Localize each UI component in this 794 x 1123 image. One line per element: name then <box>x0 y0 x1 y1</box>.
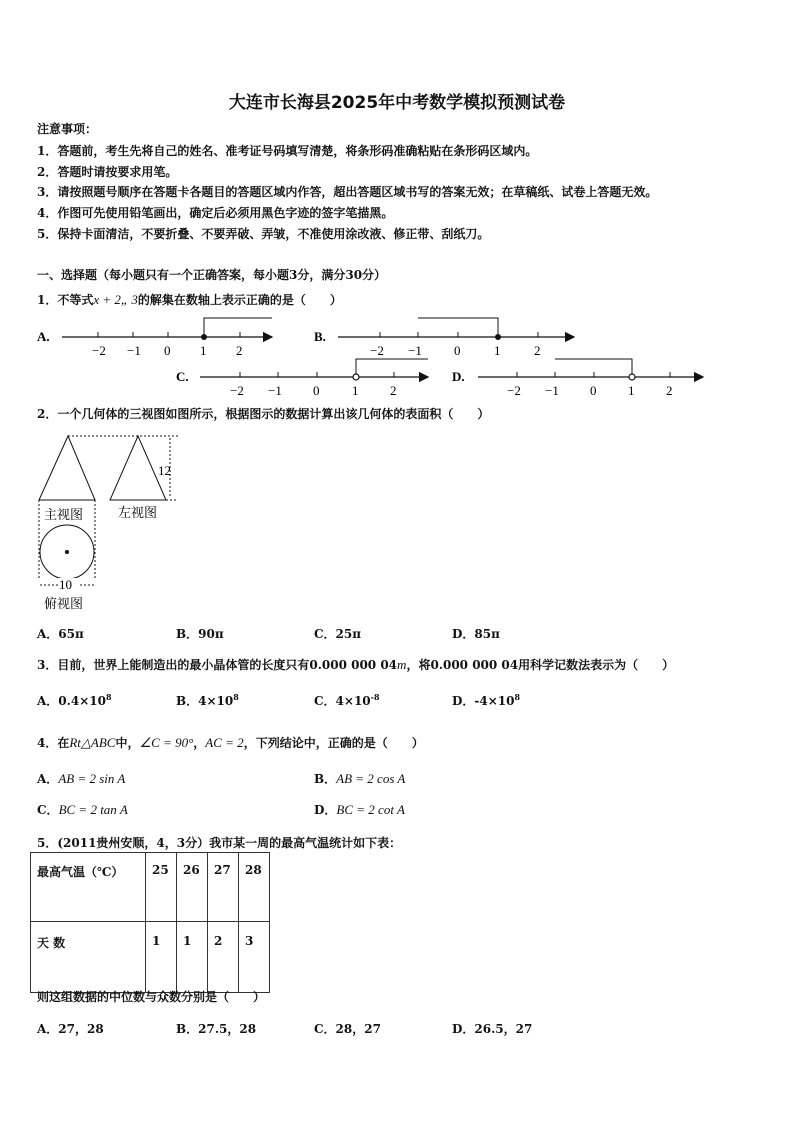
front-view-label: 主视图 <box>44 507 84 522</box>
svg-text:−2: −2 <box>230 383 244 398</box>
table-row <box>31 922 270 993</box>
table-cell: 26 <box>177 853 208 922</box>
front-view-triangle <box>39 436 95 500</box>
table-cell: 28 <box>239 853 270 922</box>
svg-text:−2: −2 <box>370 343 384 358</box>
question-3-stem: 3．目前，世界上能制造出的最小晶体管的长度只有0.000 000 04m，将0.000 000 04用科学记数法表示为（ ） <box>37 657 675 672</box>
svg-text:0: 0 <box>313 383 320 398</box>
question-5-stem: 5．(2011贵州安顺，4，3分）我市某一周的最高气温统计如下表： <box>37 836 402 850</box>
option-b-label: B. <box>314 329 326 344</box>
option-c-label: C. <box>176 369 189 384</box>
svg-text:−2: −2 <box>507 383 521 398</box>
ticks-b <box>370 332 541 358</box>
q5-option-a: A．27，28 <box>37 1022 104 1036</box>
q4-option-c: C．BC = 2 tan A <box>37 802 128 817</box>
svg-text:−1: −1 <box>545 383 559 398</box>
q4-option-d: D．BC = 2 cot A <box>314 802 405 817</box>
solution-ray-c <box>356 359 428 377</box>
note-item: 2．答题时请按要求用笔。 <box>37 165 178 179</box>
q5-option-b: B．27.5，28 <box>176 1022 257 1036</box>
svg-text:−2: −2 <box>92 343 106 358</box>
note-item: 1．答题前，考生先将自己的姓名、准考证号码填写清楚，将条形码准确粘贴在条形码区域内。 <box>37 144 538 158</box>
height-value: 12 <box>158 463 171 478</box>
section-heading: 一、选择题（每小题只有一个正确答案，每小题3分，满分30分） <box>37 268 387 282</box>
svg-text:2: 2 <box>666 383 673 398</box>
note-item: 4．作图可先使用铅笔画出，确定后必须用黑色字迹的签字笔描黑。 <box>37 206 394 220</box>
q2-option-a: A．65π <box>37 627 84 641</box>
q5-option-d: D．26.5，27 <box>452 1022 533 1036</box>
svg-text:−1: −1 <box>408 343 422 358</box>
q3-option-b: B．$4\times 10^8$ <box>176 692 239 708</box>
q2-option-d: D．85π <box>452 627 500 641</box>
svg-text:−1: −1 <box>268 383 282 398</box>
svg-text:2: 2 <box>236 343 243 358</box>
table-cell: 3 <box>239 922 270 993</box>
page-title: 大连市长海县2025年中考数学模拟预测试卷 <box>228 93 566 113</box>
q3-option-d: D．$-4\times 10^8$ <box>452 692 521 708</box>
svg-text:−1: −1 <box>127 343 141 358</box>
svg-text:0: 0 <box>454 343 461 358</box>
option-a-label: A. <box>37 329 50 344</box>
svg-text:0: 0 <box>590 383 597 398</box>
note-item: 5．保持卡面清洁，不要折叠、不要弄破、弄皱，不准使用涂改液、修正带、刮纸刀。 <box>37 227 490 241</box>
svg-text:2: 2 <box>534 343 541 358</box>
top-view-label: 俯视图 <box>44 596 84 611</box>
solid-dot-a <box>201 334 207 340</box>
table-cell: 27 <box>208 853 239 922</box>
table-row <box>31 853 270 922</box>
option-d-label: D. <box>452 369 465 384</box>
left-view-label: 左视图 <box>118 505 158 520</box>
ticks-d <box>507 372 673 398</box>
table-cell: 1 <box>146 922 177 993</box>
svg-text:2: 2 <box>390 383 397 398</box>
svg-text:1: 1 <box>494 343 501 358</box>
hollow-dot-d <box>629 374 635 380</box>
svg-text:1: 1 <box>200 343 207 358</box>
q2-option-c: C．25π <box>314 627 362 641</box>
q3-option-c: C．$4\times 10^{-8}$ <box>314 692 380 708</box>
temperature-table <box>30 852 270 993</box>
three-view-figure <box>30 428 200 613</box>
q3-option-a: A．$0.4\times 10^8$ <box>37 692 112 708</box>
question-1-stem: 1．不等式x + 2„ 3的解集在数轴上表示正确的是（ ） <box>37 292 342 307</box>
note-item: 3．请按照题号顺序在答题卡各题目的答题区域内作答，超出答题区域书写的答案无效；在草稿纸、试卷上答题无效。 <box>37 185 658 199</box>
notes-heading: 注意事项： <box>37 122 98 136</box>
ticks-c <box>230 372 397 398</box>
table-cell: 天 数 <box>31 922 146 993</box>
q4-option-b: B．AB = 2 cos A <box>314 771 406 786</box>
table-cell: 25 <box>146 853 177 922</box>
svg-text:0: 0 <box>164 343 171 358</box>
ticks-a <box>92 332 243 358</box>
question-2-stem: 2．一个几何体的三视图如图所示，根据图示的数据计算出该几何体的表面积（ ） <box>37 407 490 421</box>
svg-text:1: 1 <box>628 383 635 398</box>
table-cell: 1 <box>177 922 208 993</box>
q4-option-a: A．AB = 2 sin A <box>37 771 126 786</box>
q5-option-c: C．28，27 <box>314 1022 381 1036</box>
solution-ray-a <box>204 318 272 337</box>
table-cell: 2 <box>208 922 239 993</box>
svg-text:1: 1 <box>352 383 359 398</box>
number-line-options <box>0 310 794 405</box>
center-dot <box>65 550 69 554</box>
diameter-value: 10 <box>59 577 72 592</box>
question-4-stem: 4．在Rt△ABC中，∠C = 90°，AC = 2，下列结论中，正确的是（ ） <box>37 735 424 750</box>
question-5-prompt: 则这组数据的中位数与众数分别是（ ） <box>37 990 266 1004</box>
solid-dot-b <box>495 334 501 340</box>
q2-option-b: B．90π <box>176 627 224 641</box>
table-cell: 最高气温（℃） <box>31 853 146 922</box>
hollow-dot-c <box>353 374 359 380</box>
